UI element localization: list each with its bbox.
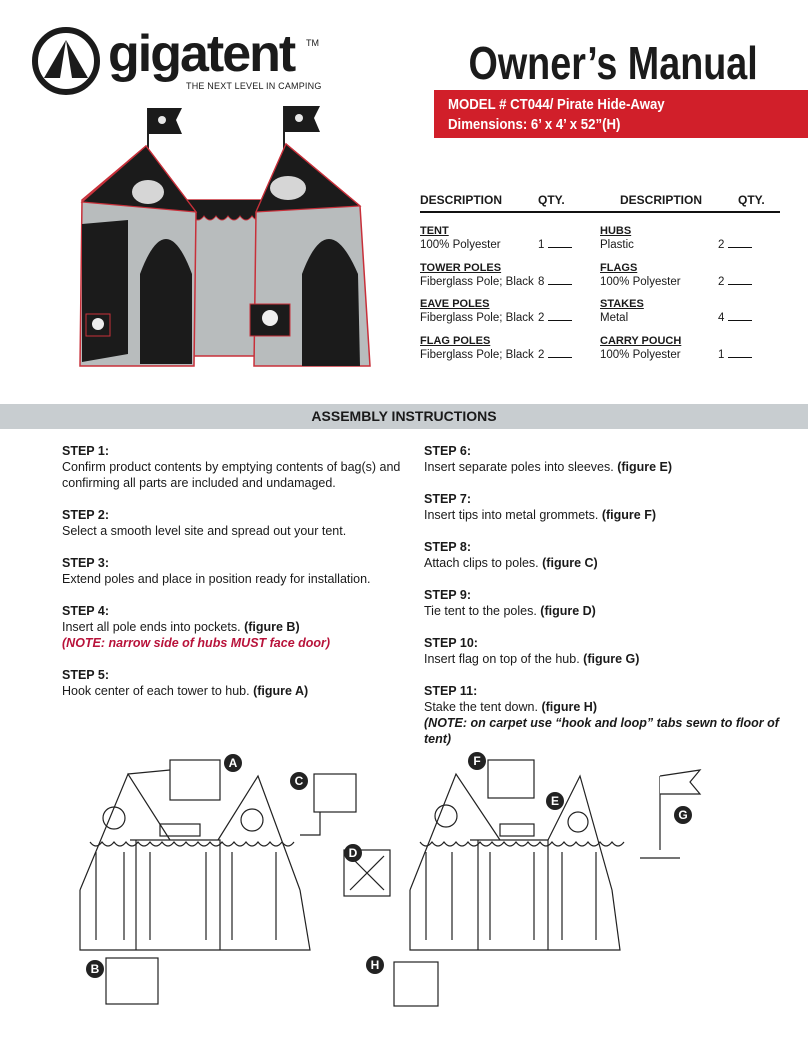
part-qty: 2 [538, 349, 578, 361]
logo-tagline: THE NEXT LEVEL IN CAMPING [186, 81, 322, 91]
step-title: STEP 10: [424, 636, 478, 650]
part-material: Fiberglass Pole; Black [420, 275, 534, 288]
figure-reference: (figure C) [542, 556, 598, 570]
page-title: Owner’s Manual [468, 37, 758, 89]
part-name: FLAG POLES [420, 334, 491, 347]
trademark-symbol: TM [306, 38, 319, 48]
step-text: Confirm product contents by emptying contents of bag(s) and confirming all parts are included and undamaged. [62, 460, 401, 490]
figure-callout-f: F [468, 752, 486, 770]
part-material: 100% Polyester [600, 275, 681, 288]
step-title: STEP 11: [424, 684, 478, 698]
step-title: STEP 9: [424, 588, 472, 602]
part-name: TOWER POLES [420, 261, 502, 274]
part-item [420, 225, 600, 262]
parts-table [420, 193, 780, 371]
part-item [420, 298, 600, 335]
step-title: STEP 2: [62, 508, 110, 522]
part-name: STAKES [600, 298, 644, 310]
step-10 [424, 635, 804, 667]
part-material: 100% Polyester [420, 239, 501, 251]
step-note: (NOTE: on carpet use “hook and loop” tabs sewn to floor of tent) [424, 716, 779, 746]
figure-reference: (figure H) [541, 700, 598, 714]
part-material: Metal [600, 312, 629, 324]
qty-header: QTY. [538, 193, 565, 207]
assembly-diagrams [0, 740, 808, 1045]
part-qty: 1 [538, 239, 578, 251]
step-5 [62, 667, 402, 699]
step-text: Select a smooth level site and spread out your tent. [62, 524, 347, 538]
dimensions: Dimensions: 6’ x 4’ x 52”(H) [448, 116, 621, 133]
step-text: Stake the tent down. [424, 700, 538, 714]
step-title: STEP 1: [62, 444, 110, 458]
part-qty: 4 [718, 312, 758, 324]
part-material: Plastic [600, 239, 634, 251]
model-number: MODEL # CT044/ Pirate Hide-Away [448, 96, 665, 113]
part-qty: 2 [538, 312, 578, 324]
step-title: STEP 4: [62, 604, 110, 618]
step-4 [62, 603, 402, 651]
step-text: Tie tent to the poles. [424, 604, 537, 618]
step-text: Attach clips to poles. [424, 556, 539, 570]
part-item [420, 335, 600, 372]
tent-product-photo [58, 104, 388, 396]
figure-reference: (figure D) [540, 604, 596, 618]
line-drawings [0, 740, 808, 1045]
part-item [600, 262, 780, 299]
step-9 [424, 587, 804, 619]
step-title: STEP 6: [424, 444, 472, 458]
part-name: FLAGS [600, 261, 638, 274]
description-header: DESCRIPTION [620, 193, 703, 207]
figure-callout-h: H [366, 956, 384, 974]
part-item [600, 298, 780, 335]
figure-reference: (figure E) [617, 460, 673, 474]
figure-callout-g: G [674, 806, 692, 824]
part-item [600, 335, 780, 372]
step-title: STEP 8: [424, 540, 472, 554]
step-6 [424, 443, 804, 475]
figure-callout-d: D [344, 844, 362, 862]
figure-reference: (figure A) [253, 684, 309, 698]
part-material: Fiberglass Pole; Black [420, 312, 534, 324]
part-item [420, 262, 600, 299]
part-name: HUBS [600, 225, 632, 237]
step-text: Insert tips into metal grommets. [424, 508, 599, 522]
figure-callout-e: E [546, 792, 564, 810]
description-header: DESCRIPTION [420, 193, 503, 207]
figure-callout-b: B [86, 960, 104, 978]
skull-crossbones-icon [250, 304, 290, 336]
step-title: STEP 5: [62, 668, 110, 682]
step-8 [424, 539, 804, 571]
parts-column-right [600, 225, 780, 371]
step-7 [424, 491, 804, 523]
parts-table-header [420, 193, 780, 213]
qty-header: QTY. [738, 193, 765, 207]
step-11 [424, 683, 804, 747]
part-name: CARRY POUCH [600, 334, 682, 347]
step-title: STEP 7: [424, 492, 472, 506]
part-qty: 2 [718, 239, 758, 251]
part-name: EAVE POLES [420, 298, 490, 310]
part-item [600, 225, 780, 262]
steps-column-left [62, 443, 402, 715]
parts-column-left [420, 225, 600, 371]
step-title: STEP 3: [62, 556, 110, 570]
step-3 [62, 555, 402, 587]
part-qty: 8 [538, 276, 578, 288]
logo-wordmark: gigatent [108, 25, 295, 83]
part-material: 100% Polyester [600, 348, 681, 361]
gigatent-logo-icon [30, 26, 104, 96]
part-material: Fiberglass Pole; Black [420, 348, 534, 361]
step-2 [62, 507, 402, 539]
step-note: (NOTE: narrow side of hubs MUST face door) [62, 636, 331, 650]
figure-callout-a: A [224, 754, 242, 772]
figure-callout-c: C [290, 772, 308, 790]
step-text: Extend poles and place in position ready for installation. [62, 572, 371, 586]
model-banner [434, 90, 808, 138]
step-1 [62, 443, 402, 491]
step-text: Insert flag on top of the hub. [424, 652, 580, 666]
skull-crossbones-icon [86, 314, 110, 336]
step-text: Insert all pole ends into pockets. [62, 620, 241, 634]
figure-reference: (figure G) [583, 652, 640, 666]
figure-reference: (figure F) [601, 508, 657, 522]
step-text: Insert separate poles into sleeves. [424, 460, 614, 474]
part-name: TENT [420, 225, 449, 237]
assembly-instructions-banner: ASSEMBLY INSTRUCTIONS [0, 404, 808, 429]
steps-column-right [424, 443, 804, 763]
part-qty: 1 [718, 349, 758, 361]
figure-reference: (figure B) [244, 620, 300, 634]
gigatent-logo [30, 26, 330, 96]
part-qty: 2 [718, 276, 758, 288]
step-text: Hook center of each tower to hub. [62, 684, 250, 698]
